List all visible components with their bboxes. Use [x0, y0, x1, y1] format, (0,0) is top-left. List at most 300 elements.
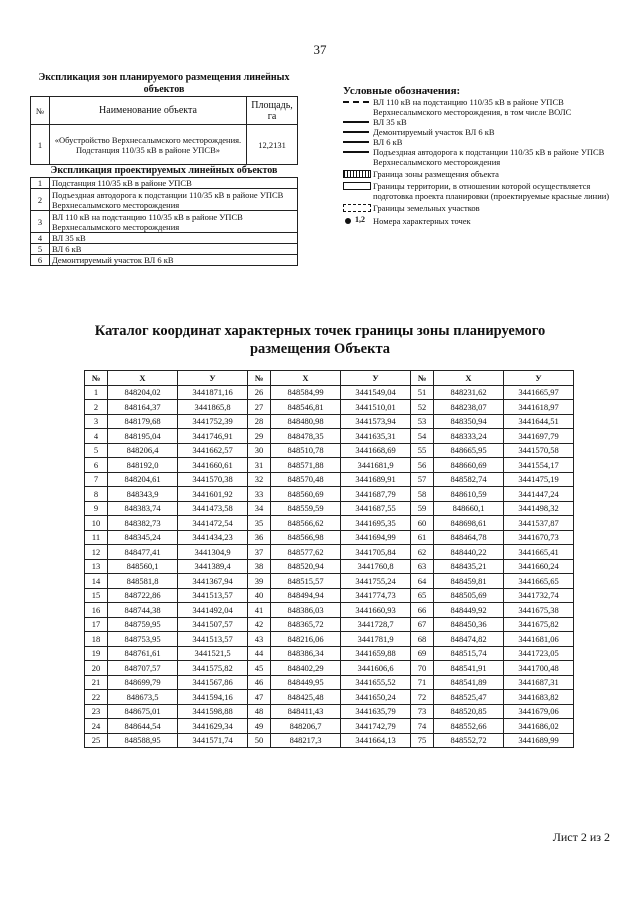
x-coordinate-cell: 848753,95: [108, 632, 178, 647]
x-coordinate-cell: 848206,7: [271, 719, 341, 734]
legend-item-vl6: [343, 137, 613, 147]
table-row: [85, 530, 574, 545]
col-area: Площадь, га: [247, 97, 298, 125]
y-coordinate-cell: 3441686,02: [504, 719, 574, 734]
y-coordinate-cell: 3441447,24: [504, 487, 574, 502]
point-marker-icon: [345, 215, 365, 224]
x-coordinate-cell: 848675,01: [108, 704, 178, 719]
point-number-cell: 47: [248, 690, 271, 705]
x-coordinate-cell: 848478,35: [271, 429, 341, 444]
point-number-cell: 8: [85, 487, 108, 502]
table-row: [85, 646, 574, 661]
obj-name: ВЛ 6 кВ: [50, 244, 298, 255]
table-row: [85, 661, 574, 676]
obj-number: 3: [31, 211, 50, 233]
table-row: [85, 385, 574, 400]
point-number-cell: 57: [411, 472, 434, 487]
obj-name: Подстанция 110/35 кВ в районе УПСВ: [50, 178, 298, 189]
x-coordinate-cell: 848525,47: [434, 690, 504, 705]
x-coordinate-cell: 848343,9: [108, 487, 178, 502]
y-coordinate-cell: 3441774,73: [341, 588, 411, 603]
y-coordinate-cell: 3441681,9: [341, 458, 411, 473]
point-number-cell: 12: [85, 545, 108, 560]
legend-label: Границы территории, в отношении которой осуществляется подготовка проекта планировки (проектируемые красные линии): [373, 181, 610, 201]
y-coordinate-cell: 3441662,57: [178, 443, 248, 458]
point-number-cell: 50: [248, 733, 271, 748]
point-number-cell: 19: [85, 646, 108, 661]
explication-objects-table: [30, 177, 298, 266]
x-coordinate-cell: 848761,61: [108, 646, 178, 661]
x-coordinate-cell: 848195,04: [108, 429, 178, 444]
table-row: [85, 472, 574, 487]
x-coordinate-cell: 848660,69: [434, 458, 504, 473]
y-coordinate-cell: 3441732,74: [504, 588, 574, 603]
point-number-cell: 48: [248, 704, 271, 719]
y-coordinate-cell: 3441650,24: [341, 690, 411, 705]
x-coordinate-cell: 848566,98: [271, 530, 341, 545]
y-coordinate-cell: 3441694,99: [341, 530, 411, 545]
y-coordinate-cell: 3441687,79: [341, 487, 411, 502]
obj-name: ВЛ 35 кВ: [50, 233, 298, 244]
x-coordinate-cell: 848383,74: [108, 501, 178, 516]
point-number-cell: 60: [411, 516, 434, 531]
y-coordinate-cell: 3441389,4: [178, 559, 248, 574]
x-coordinate-cell: 848660,1: [434, 501, 504, 516]
legend-title: Условные обозначения:: [343, 85, 461, 97]
y-coordinate-cell: 3441660,93: [341, 603, 411, 618]
y-coordinate-cell: 3441521,5: [178, 646, 248, 661]
point-number-cell: 61: [411, 530, 434, 545]
y-coordinate-cell: 3441510,01: [341, 400, 411, 415]
x-coordinate-cell: 848425,48: [271, 690, 341, 705]
point-number-cell: 27: [248, 400, 271, 415]
y-coordinate-cell: 3441513,57: [178, 632, 248, 647]
y-coordinate-cell: 3441760,8: [341, 559, 411, 574]
point-number-cell: 35: [248, 516, 271, 531]
legend-label: Номера характерных точек: [373, 216, 471, 226]
y-coordinate-cell: 3441665,41: [504, 545, 574, 560]
col-number: №: [411, 371, 434, 386]
point-number-cell: 16: [85, 603, 108, 618]
y-coordinate-cell: 3441513,57: [178, 588, 248, 603]
y-coordinate-cell: 3441655,52: [341, 675, 411, 690]
x-coordinate-cell: 848759,95: [108, 617, 178, 632]
y-coordinate-cell: 3441697,79: [504, 429, 574, 444]
x-coordinate-cell: 848510,78: [271, 443, 341, 458]
point-marker-label: 1,2: [355, 215, 365, 224]
y-coordinate-cell: 3441664,13: [341, 733, 411, 748]
point-number-cell: 43: [248, 632, 271, 647]
hatched-box-symbol-icon: [343, 170, 371, 178]
col-object-name: Наименование объекта: [50, 97, 247, 125]
point-number-cell: 52: [411, 400, 434, 415]
page-number: 37: [313, 42, 327, 57]
legend-item-vl35: [343, 117, 613, 127]
point-number-cell: 67: [411, 617, 434, 632]
x-coordinate-cell: 848541,91: [434, 661, 504, 676]
point-number-cell: 5: [85, 443, 108, 458]
x-coordinate-cell: 848582,74: [434, 472, 504, 487]
x-coordinate-cell: 848435,21: [434, 559, 504, 574]
point-number-cell: 75: [411, 733, 434, 748]
x-coordinate-cell: 848449,92: [434, 603, 504, 618]
table-row: [85, 414, 574, 429]
point-number-cell: 72: [411, 690, 434, 705]
y-coordinate-cell: 3441367,94: [178, 574, 248, 589]
point-number-cell: 28: [248, 414, 271, 429]
y-coordinate-cell: 3441635,79: [341, 704, 411, 719]
y-coordinate-cell: 3441549,04: [341, 385, 411, 400]
col-x: X: [434, 371, 504, 386]
y-coordinate-cell: 3441723,05: [504, 646, 574, 661]
point-number-cell: 7: [85, 472, 108, 487]
point-number-cell: 25: [85, 733, 108, 748]
obj-number: 1: [31, 178, 50, 189]
col-number: №: [85, 371, 108, 386]
y-coordinate-cell: 3441434,23: [178, 530, 248, 545]
row-object-name: «Обустройство Верхнесалымского месторождения. Подстанция 110/35 кВ в районе УПСВ»: [50, 125, 247, 165]
col-x: X: [271, 371, 341, 386]
point-number-cell: 40: [248, 588, 271, 603]
y-coordinate-cell: 3441675,82: [504, 617, 574, 632]
x-coordinate-cell: 848699,79: [108, 675, 178, 690]
y-coordinate-cell: 3441475,19: [504, 472, 574, 487]
y-coordinate-cell: 3441492,04: [178, 603, 248, 618]
col-number: №: [31, 97, 50, 125]
explication-zones-table: [30, 96, 298, 165]
table-row: [85, 690, 574, 705]
table-row: [85, 617, 574, 632]
point-number-cell: 63: [411, 559, 434, 574]
table-row: [85, 429, 574, 444]
point-number-cell: 21: [85, 675, 108, 690]
point-number-cell: 71: [411, 675, 434, 690]
table-row: [85, 632, 574, 647]
x-coordinate-cell: 848744,38: [108, 603, 178, 618]
y-coordinate-cell: 3441670,73: [504, 530, 574, 545]
point-number-cell: 69: [411, 646, 434, 661]
explication-zones-title: Экспликация зон планируемого размещения линейных объектов: [38, 72, 290, 95]
y-coordinate-cell: 3441695,35: [341, 516, 411, 531]
col-y: У: [504, 371, 574, 386]
point-number-cell: 30: [248, 443, 271, 458]
point-number-cell: 41: [248, 603, 271, 618]
x-coordinate-cell: 848515,57: [271, 574, 341, 589]
x-coordinate-cell: 848333,24: [434, 429, 504, 444]
point-number-cell: 6: [85, 458, 108, 473]
table-row: [85, 501, 574, 516]
x-coordinate-cell: 848386,03: [271, 603, 341, 618]
thick-line-symbol-icon: [343, 131, 369, 133]
explication-zones: [30, 72, 298, 266]
x-coordinate-cell: 848707,57: [108, 661, 178, 676]
point-number-cell: 34: [248, 501, 271, 516]
point-number-cell: 74: [411, 719, 434, 734]
point-number-cell: 29: [248, 429, 271, 444]
y-coordinate-cell: 3441573,94: [341, 414, 411, 429]
legend-item-point-numbers: [343, 216, 613, 226]
x-coordinate-cell: 848164,37: [108, 400, 178, 415]
x-coordinate-cell: 848494,94: [271, 588, 341, 603]
x-coordinate-cell: 848610,59: [434, 487, 504, 502]
legend-item-road: [343, 147, 613, 167]
y-coordinate-cell: 3441660,61: [178, 458, 248, 473]
point-number-cell: 31: [248, 458, 271, 473]
point-number-cell: 56: [411, 458, 434, 473]
legend-label: ВЛ 6 кВ: [373, 137, 403, 147]
point-number-cell: 55: [411, 443, 434, 458]
x-coordinate-cell: 848665,95: [434, 443, 504, 458]
point-number-cell: 4: [85, 429, 108, 444]
thick-line-symbol-icon: [343, 151, 369, 153]
sheet-label: Лист 2 из 2: [552, 830, 610, 844]
y-coordinate-cell: 3441606,6: [341, 661, 411, 676]
point-number-cell: 1: [85, 385, 108, 400]
point-number-cell: 49: [248, 719, 271, 734]
obj-name: Подъездная автодорога к подстанции 110/35 кВ в районе УПСВ Верхнесалымского месторождения: [50, 189, 298, 211]
point-number-cell: 33: [248, 487, 271, 502]
y-coordinate-cell: 3441554,17: [504, 458, 574, 473]
x-coordinate-cell: 848520,94: [271, 559, 341, 574]
table-row: [85, 719, 574, 734]
x-coordinate-cell: 848722,86: [108, 588, 178, 603]
point-number-cell: 23: [85, 704, 108, 719]
x-coordinate-cell: 848570,48: [271, 472, 341, 487]
legend-item-planning-territory: [343, 181, 613, 201]
table-row: [85, 675, 574, 690]
point-number-cell: 44: [248, 646, 271, 661]
x-coordinate-cell: 848698,61: [434, 516, 504, 531]
point-number-cell: 36: [248, 530, 271, 545]
y-coordinate-cell: 3441668,69: [341, 443, 411, 458]
outline-box-symbol-icon: [343, 182, 371, 190]
y-coordinate-cell: 3441498,32: [504, 501, 574, 516]
point-number-cell: 9: [85, 501, 108, 516]
legend-label: Демонтируемый участок ВЛ 6 кВ: [373, 127, 495, 137]
x-coordinate-cell: 848571,88: [271, 458, 341, 473]
x-coordinate-cell: 848581,8: [108, 574, 178, 589]
table-row: [85, 458, 574, 473]
table-row: [85, 603, 574, 618]
y-coordinate-cell: 3441752,39: [178, 414, 248, 429]
x-coordinate-cell: 848217,3: [271, 733, 341, 748]
point-number-cell: 68: [411, 632, 434, 647]
x-coordinate-cell: 848464,78: [434, 530, 504, 545]
y-coordinate-cell: 3441689,99: [504, 733, 574, 748]
table-row: [85, 516, 574, 531]
explication-objects-title: Экспликация проектируемых линейных объектов: [50, 165, 278, 176]
y-coordinate-cell: 3441570,58: [504, 443, 574, 458]
point-number-cell: 53: [411, 414, 434, 429]
point-number-cell: 65: [411, 588, 434, 603]
x-coordinate-cell: 848588,95: [108, 733, 178, 748]
point-number-cell: 13: [85, 559, 108, 574]
point-number-cell: 59: [411, 501, 434, 516]
point-number-cell: 73: [411, 704, 434, 719]
point-number-cell: 37: [248, 545, 271, 560]
legend-item-land-plots: [343, 203, 613, 213]
x-coordinate-cell: 848505,69: [434, 588, 504, 603]
y-coordinate-cell: 3441675,38: [504, 603, 574, 618]
y-coordinate-cell: 3441629,34: [178, 719, 248, 734]
x-coordinate-cell: 848480,98: [271, 414, 341, 429]
y-coordinate-cell: 3441683,82: [504, 690, 574, 705]
y-coordinate-cell: 3441687,55: [341, 501, 411, 516]
table-row: [85, 443, 574, 458]
y-coordinate-cell: 3441304,9: [178, 545, 248, 560]
obj-name: Демонтируемый участок ВЛ 6 кВ: [50, 255, 298, 266]
x-coordinate-cell: 848350,94: [434, 414, 504, 429]
x-coordinate-cell: 848231,62: [434, 385, 504, 400]
point-number-cell: 32: [248, 472, 271, 487]
coordinates-table: [84, 370, 574, 748]
y-coordinate-cell: 3441635,31: [341, 429, 411, 444]
x-coordinate-cell: 848552,66: [434, 719, 504, 734]
point-number-cell: 3: [85, 414, 108, 429]
thick-line-symbol-icon: [343, 141, 369, 143]
y-coordinate-cell: 3441594,16: [178, 690, 248, 705]
x-coordinate-cell: 848644,54: [108, 719, 178, 734]
legend-item-dismantled: [343, 127, 613, 137]
table-row: [85, 400, 574, 415]
y-coordinate-cell: 3441665,97: [504, 385, 574, 400]
legend: [343, 86, 613, 226]
obj-number: 5: [31, 244, 50, 255]
point-number-cell: 42: [248, 617, 271, 632]
point-number-cell: 51: [411, 385, 434, 400]
col-y: У: [178, 371, 248, 386]
legend-item-vl110: [343, 97, 613, 117]
x-coordinate-cell: 848204,61: [108, 472, 178, 487]
x-coordinate-cell: 848566,62: [271, 516, 341, 531]
table-row: [85, 559, 574, 574]
col-x: X: [108, 371, 178, 386]
x-coordinate-cell: 848192,0: [108, 458, 178, 473]
row-area: 12,2131: [247, 125, 298, 165]
x-coordinate-cell: 848402,29: [271, 661, 341, 676]
table-row: [85, 733, 574, 748]
legend-label: Границы земельных участков: [373, 203, 480, 213]
coordinates-header-row: [85, 371, 574, 386]
y-coordinate-cell: 3441742,79: [341, 719, 411, 734]
point-number-cell: 38: [248, 559, 271, 574]
x-coordinate-cell: 848459,81: [434, 574, 504, 589]
y-coordinate-cell: 3441507,57: [178, 617, 248, 632]
y-coordinate-cell: 3441728,7: [341, 617, 411, 632]
x-coordinate-cell: 848179,68: [108, 414, 178, 429]
obj-number: 2: [31, 189, 50, 211]
x-coordinate-cell: 848382,73: [108, 516, 178, 531]
y-coordinate-cell: 3441575,82: [178, 661, 248, 676]
point-number-cell: 46: [248, 675, 271, 690]
obj-name: ВЛ 110 кВ на подстанцию 110/35 кВ в районе УПСВ Верхнесалымского месторождения: [50, 211, 298, 233]
point-number-cell: 10: [85, 516, 108, 531]
point-number-cell: 64: [411, 574, 434, 589]
x-coordinate-cell: 848546,81: [271, 400, 341, 415]
dashed-line-symbol-icon: [343, 101, 369, 103]
obj-number: 4: [31, 233, 50, 244]
point-number-cell: 45: [248, 661, 271, 676]
y-coordinate-cell: 3441473,58: [178, 501, 248, 516]
x-coordinate-cell: 848238,07: [434, 400, 504, 415]
coordinates-body: [85, 385, 574, 748]
point-number-cell: 39: [248, 574, 271, 589]
catalog-title: Каталог координат характерных точек границы зоны планируемого размещения Объекта: [94, 323, 546, 357]
y-coordinate-cell: 3441659,88: [341, 646, 411, 661]
y-coordinate-cell: 3441570,38: [178, 472, 248, 487]
row-number: 1: [31, 125, 50, 165]
y-coordinate-cell: 3441689,91: [341, 472, 411, 487]
point-number-cell: 22: [85, 690, 108, 705]
y-coordinate-cell: 3441679,06: [504, 704, 574, 719]
x-coordinate-cell: 848477,41: [108, 545, 178, 560]
x-coordinate-cell: 848541,89: [434, 675, 504, 690]
y-coordinate-cell: 3441472,54: [178, 516, 248, 531]
x-coordinate-cell: 848520,85: [434, 704, 504, 719]
table-row: [85, 545, 574, 560]
y-coordinate-cell: 3441537,87: [504, 516, 574, 531]
legend-label: Граница зоны размещения объекта: [373, 169, 499, 179]
point-number-cell: 18: [85, 632, 108, 647]
x-coordinate-cell: 848411,43: [271, 704, 341, 719]
table-row: [85, 704, 574, 719]
point-number-cell: 24: [85, 719, 108, 734]
point-number-cell: 20: [85, 661, 108, 676]
y-coordinate-cell: 3441681,06: [504, 632, 574, 647]
y-coordinate-cell: 3441781,9: [341, 632, 411, 647]
y-coordinate-cell: 3441871,16: [178, 385, 248, 400]
y-coordinate-cell: 3441660,24: [504, 559, 574, 574]
obj-number: 6: [31, 255, 50, 266]
point-number-cell: 11: [85, 530, 108, 545]
table-row: [85, 574, 574, 589]
x-coordinate-cell: 848552,72: [434, 733, 504, 748]
point-number-cell: 66: [411, 603, 434, 618]
x-coordinate-cell: 848560,69: [271, 487, 341, 502]
y-coordinate-cell: 3441687,31: [504, 675, 574, 690]
y-coordinate-cell: 3441865,8: [178, 400, 248, 415]
dashed-box-symbol-icon: [343, 204, 371, 212]
y-coordinate-cell: 3441746,91: [178, 429, 248, 444]
legend-label: ВЛ 110 кВ на подстанцию 110/35 кВ в районе УПСВ Верхнесалымского месторождения, в том числе ВОЛС: [373, 97, 572, 117]
x-coordinate-cell: 848673,5: [108, 690, 178, 705]
x-coordinate-cell: 848560,1: [108, 559, 178, 574]
y-coordinate-cell: 3441705,84: [341, 545, 411, 560]
x-coordinate-cell: 848474,82: [434, 632, 504, 647]
legend-item-zone-boundary: [343, 169, 613, 179]
x-coordinate-cell: 848386,34: [271, 646, 341, 661]
y-coordinate-cell: 3441571,74: [178, 733, 248, 748]
col-number: №: [248, 371, 271, 386]
x-coordinate-cell: 848345,24: [108, 530, 178, 545]
legend-label: Подъездная автодорога к подстанции 110/35 кВ в районе УПСВ Верхнесалымского месторождения: [373, 147, 605, 167]
x-coordinate-cell: 848450,36: [434, 617, 504, 632]
thick-line-symbol-icon: [343, 121, 369, 123]
y-coordinate-cell: 3441598,88: [178, 704, 248, 719]
x-coordinate-cell: 848204,02: [108, 385, 178, 400]
point-number-cell: 62: [411, 545, 434, 560]
y-coordinate-cell: 3441755,24: [341, 574, 411, 589]
y-coordinate-cell: 3441665,65: [504, 574, 574, 589]
table-row: [85, 487, 574, 502]
table-row: [85, 588, 574, 603]
y-coordinate-cell: 3441601,92: [178, 487, 248, 502]
point-number-cell: 26: [248, 385, 271, 400]
x-coordinate-cell: 848365,72: [271, 617, 341, 632]
point-number-cell: 58: [411, 487, 434, 502]
point-number-cell: 17: [85, 617, 108, 632]
x-coordinate-cell: 848577,62: [271, 545, 341, 560]
